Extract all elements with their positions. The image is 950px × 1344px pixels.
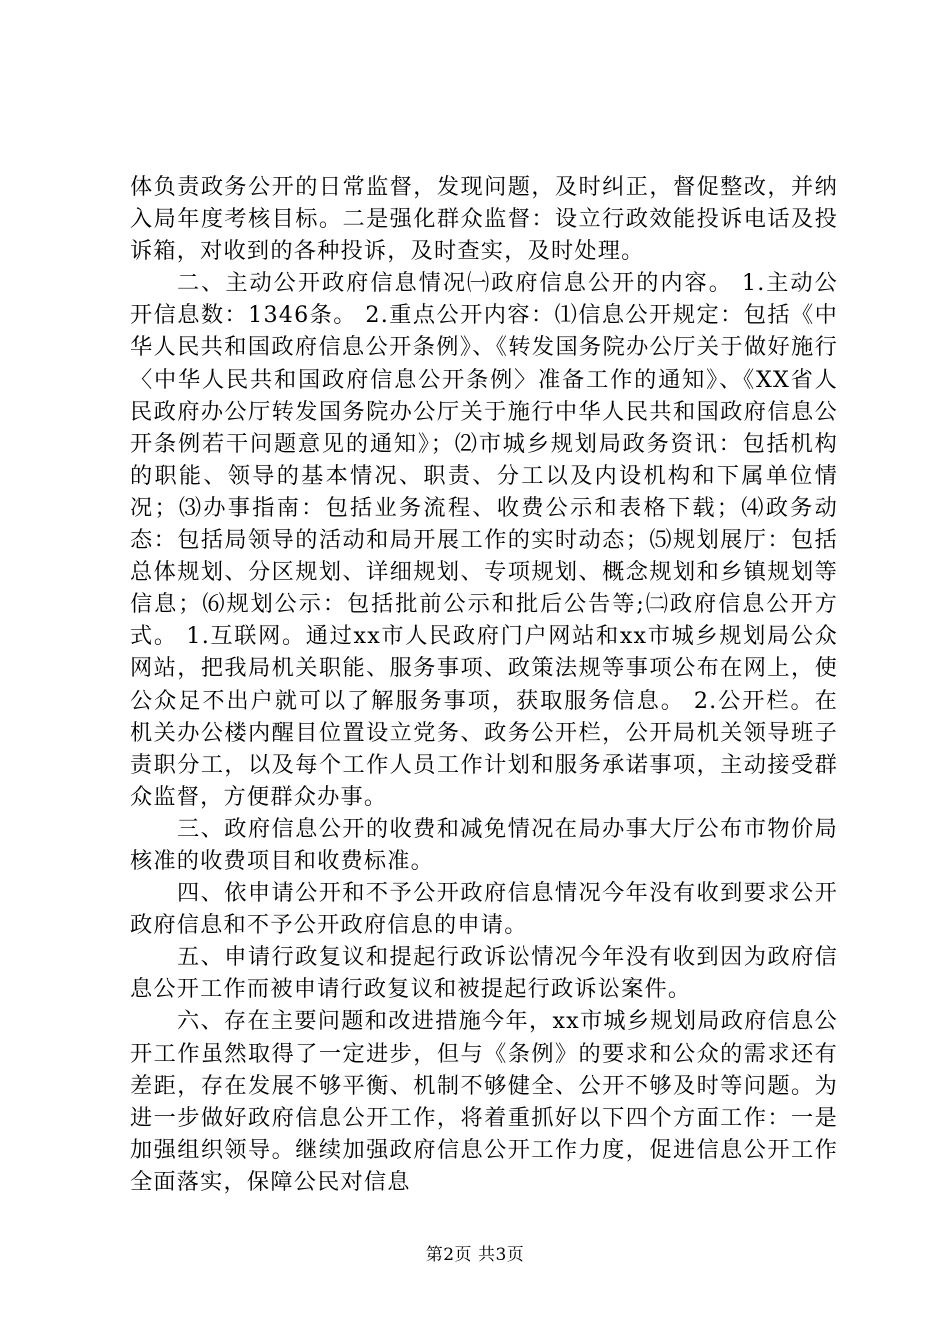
paragraph-1: 体负责政务公开的日常监督，发现问题，及时纠正，督促整改，并纳入局年度考核目标。二是强化群众监督：设立行政效能投诉电话及投诉箱，对收到的各种投诉，及时查实，及时处理。 [130,174,838,265]
paragraph-4: 四、依申请公开和不予公开政府信息情况今年没有收到要求公开政府信息和不予公开政府信息的申请。 [130,880,838,939]
paragraph-6: 六、存在主要问题和改进措施今年，xx市城乡规划局政府信息公开工作虽然取得了一定进步，但与《条例》的要求和公众的需求还有差距，存在发展不够平衡、机制不够健全、公开不够及时等问题。为进一步做好政府信息公开工作，将着重抓好以下四个方面工作：一是加强组织领导。继续加强政府信息公开工作力度，促进信息公开工作全面落实，保障公民对信息 [130,1008,838,1195]
paragraph-2: 二、主动公开政府信息情况㈠政府信息公开的内容。 1.主动公开信息数：1346条。 2.重点公开内容：⑴信息公开规定：包括《中华人民共和国政府信息公开条例》、《转发国务院办公厅关于做好施行〈中华人民共和国政府信息公开条例〉准备工作的通知》、《XX省人民政府办公厅转发国务院办公厅关于施行中华人民共和国政府信息公开条例若干问题意见的通知》；⑵市城乡规划局政务资讯：包括机构的职能、领导的基本情况、职责、分工以及内设机构和下属单位情况；⑶办事指南：包括业务流程、收费公示和表格下载；⑷政务动态：包括局领导的活动和局开展工作的实时动态；⑸规划展厅：包括总体规划、分区规划、详细规划、专项规划、概念规划和乡镇规划等信息；⑹规划公示：包括批前公示和批后公告等;㈡政府信息公开方式。 1.互联网。通过xx市人民政府门户网站和xx市城乡规划局公众网站，把我局机关职能、服务事项、政策法规等事项公布在网上，使公众足不出户就可以了解服务事项，获取服务信息。 2.公开栏。在机关办公楼内醒目位置设立党务、政务公开栏，公开局机关领导班子责职分工，以及每个工作人员工作计划和服务承诺事项，主动接受群众监督，方便群众办事。 [130,270,838,810]
paragraph-5: 五、申请行政复议和提起行政诉讼情况今年没有收到因为政府信息公开工作而被申请行政复议和被提起行政诉讼案件。 [130,944,838,1003]
page-footer: 第2页 共3页 [425,1245,525,1265]
paragraph-3: 三、政府信息公开的收费和减免情况在局办事大厅公布市物价局核准的收费项目和收费标准。 [130,815,838,874]
document-body [130,171,838,1198]
